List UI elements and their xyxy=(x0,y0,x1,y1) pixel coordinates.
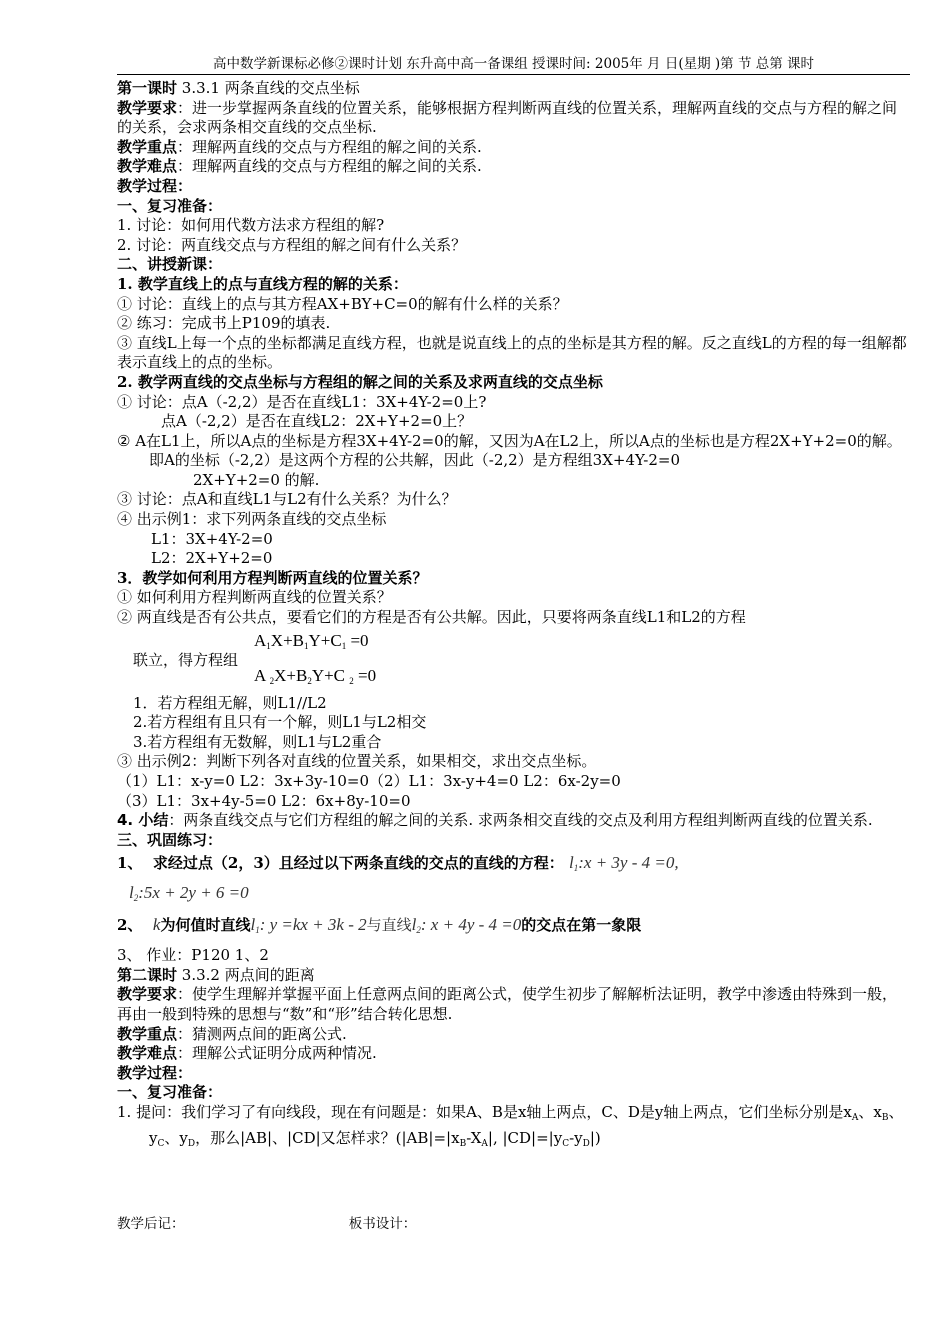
review-item-1: 1. 讨论：如何用代数方法求方程组的解? xyxy=(117,216,385,235)
case-1: 1．若方程组无解，则L1//L2 xyxy=(133,693,327,712)
part2-question-3: ③ 讨论：点A和直线L1与L2有什么关系？为什么？ xyxy=(117,490,457,509)
lesson2-title: 第二课时 3.3.2 两点间的距离 xyxy=(117,965,315,984)
example2-line1: （1）L1：x-y=0 L2：3x+3y-10=0（2）L1：3x-y+4=0 L2：6x-2y=0 xyxy=(117,772,621,790)
case-3: 3.若方程组有无数解，则L1与L2重合 xyxy=(133,732,382,751)
part2-question-2b: 2X+Y+2=0 的解. xyxy=(193,470,320,489)
equation-2: A $_2X+B_2Y+C$ $_2$ =0 xyxy=(254,665,377,686)
part1-item-3: ③ 直线L上每一个点的坐标都满足直线方程，也就是说直线上的点的坐标是其方程的解。反之直线L的方程的每一组解都表示直线上的点的坐标。 xyxy=(117,333,907,372)
example1-line1: L1：3X+4Y-2=0 xyxy=(151,529,273,548)
part2-question-2: ② A在L1上，所以A点的坐标是方程3X+4Y-2=0的解，又因为A在L2上，所以A点的坐标也是方程2X+Y+2=0的解。即A的坐标（-2,2）是这两个方程的公共解，因此（-2,2）是方程组3X+4Y-2=0 xyxy=(117,431,902,470)
lesson1-title: 第一课时 3.3.1 两条直线的交点坐标 xyxy=(117,79,360,97)
lesson1-difficulty: 教学难点：理解两直线的交点与方程组的解之间的关系. xyxy=(117,157,482,176)
part2-question-4: ④ 出示例1：求下列两条直线的交点坐标 xyxy=(117,510,387,529)
equation-system xyxy=(117,628,910,694)
lesson1-key-point: 教学重点：理解两直线的交点与方程组的解之间的关系. xyxy=(117,137,482,156)
review-item-2: 2. 讨论：两直线交点与方程组的解之间有什么关系？ xyxy=(117,235,467,254)
lesson1-section-review: 一、复习准备： xyxy=(117,196,223,215)
equation-list xyxy=(254,626,376,696)
lesson1-section-practice: 三、巩固练习： xyxy=(117,830,223,849)
exercise-3: 3、 作业：P120 1、2 xyxy=(117,946,269,965)
lesson2-requirements: 教学要求：使学生理解并掌握平面上任意两点间的距离公式，使学生初步了解解析法证明，教学中渗透由特殊到一般，再由一般到特殊的思想与“数”和“形”结合转化思想. xyxy=(117,985,898,1023)
part1-item-1: ① 讨论：直线上的点与其方程AX+BY+C=0的解有什么样的关系？ xyxy=(117,294,568,313)
exercise-1-eq1: $l_1:x + 3y - 4 =0$, xyxy=(569,853,679,874)
part1-title: 1. 教学直线上的点与直线方程的解的关系： xyxy=(117,274,408,293)
lesson2-difficulty: 教学难点：理解公式证明分成两种情况. xyxy=(117,1044,377,1063)
case-2: 2.若方程组有且只有一个解，则L1与L2相交 xyxy=(133,713,427,732)
document-body xyxy=(117,79,910,1154)
page-header: 高中数学新课标必修②课时计划 东升高中高一备课组 授课时间: 2005年 月 日(星期 )第 节 总第 课时 xyxy=(117,52,910,75)
part2-title: 2. 教学两直线的交点坐标与方程组的解之间的关系及求两直线的交点坐标 xyxy=(117,372,603,391)
equation-1: $A_1X+B_1Y+C_1 =0$ xyxy=(254,630,369,651)
footer-board-design: 板书设计： xyxy=(348,1216,417,1232)
footer-postscript: 教学后记： xyxy=(117,1216,185,1232)
summary: 4. 小结：两条直线交点与它们方程组的解之间的关系. 求两条相交直线的交点及利用方程组判断两直线的位置关系. xyxy=(117,811,873,830)
lesson2-section-review: 一、复习准备： xyxy=(117,1083,223,1102)
example2-line2: （3）L1：3x+4y-5=0 L2：6x+8y-10=0 xyxy=(117,791,411,810)
part3-question-3: ③ 出示例2：判断下列各对直线的位置关系，如果相交，求出交点坐标。 xyxy=(117,752,597,771)
lesson1-process-heading: 教学过程： xyxy=(117,176,193,195)
part3-title: 3．教学如何利用方程判断两直线的位置关系？ xyxy=(117,568,428,587)
equation-system-label: 联立，得方程组 xyxy=(133,650,239,669)
page-footer xyxy=(117,1212,910,1232)
exercise-1: 1、 求经过点（2，3）且经过以下两条直线的交点的直线的方程： $l_1:x + 3y - 4 =0$, xyxy=(117,853,679,874)
exercise-1-eq2: $l_2:5x + 2y + 6 =0$ xyxy=(129,882,249,903)
part1-item-2: ② 练习：完成书上P109的填表. xyxy=(117,314,331,333)
part2-question-1b: 点A（-2,2）是否在直线L2：2X+Y+2=0上？ xyxy=(161,412,473,431)
lesson1-requirements: 教学要求：进一步掌握两条直线的位置关系，能够根据方程判断两直线的位置关系，理解两直线的交点与方程的解之间的关系，会求两条相交直线的交点坐标. xyxy=(117,98,898,137)
lesson2-question-1: 1. 提问：我们学习了有向线段，现在有问题是：如果A、B是x轴上两点，C、D是y轴上两点，它们坐标分别是$x_A$、$x_B$、$y_C$、$y_D$，那么|AB|、|CD|又怎样求？($|AB|=|x_B-X_A|$, $|CD|=|y_C-y_D|$) xyxy=(117,1102,904,1149)
lesson2-key-point: 教学重点：猜测两点间的距离公式. xyxy=(117,1024,347,1043)
exercise-2: 2、 k为何值时直线$l_1$: y =kx + 3k - 2与直线$l_2$: x + 4y - 4 =0的交点在第一象限 xyxy=(117,914,642,935)
part3-question-1: ① 如何利用方程判断两直线的位置关系？ xyxy=(117,588,392,607)
lesson1-section-new: 二、讲授新课： xyxy=(117,255,223,274)
lesson2-process-heading: 教学过程： xyxy=(117,1063,193,1082)
part3-question-2: ② 两直线是否有公共点，要看它们的方程是否有公共解。因此，只要将两条直线L1和L2的方程 xyxy=(117,608,746,627)
example1-line2: L2：2X+Y+2=0 xyxy=(151,549,273,568)
part2-question-1: ① 讨论：点A（-2,2）是否在直线L1：3X+4Y-2=0上? xyxy=(117,392,487,411)
